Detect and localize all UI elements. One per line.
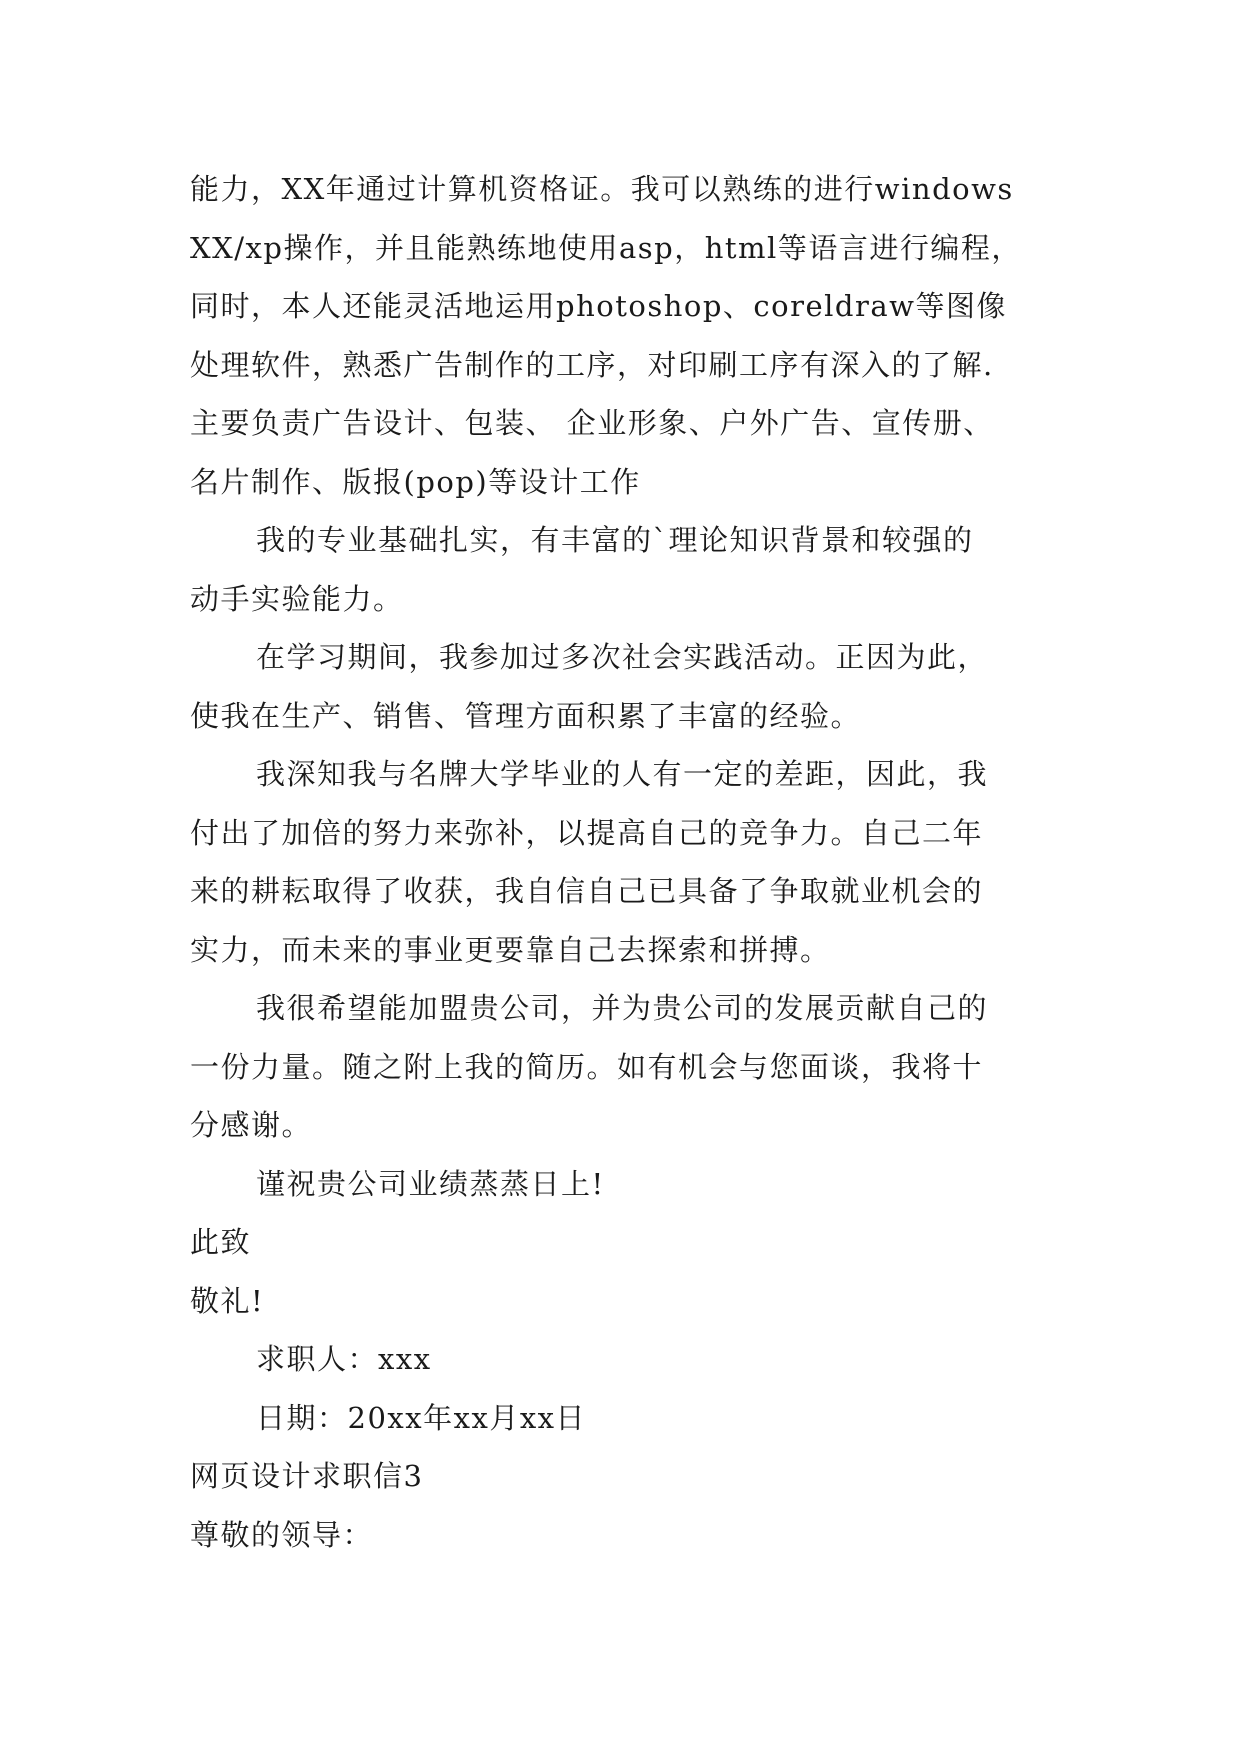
text-line: 在学习期间，我参加过多次社会实践活动。正因为此， [256, 640, 989, 674]
text-line: 我很希望能加盟贵公司，并为贵公司的发展贡献自己的 [256, 991, 989, 1025]
text-line: 一份力量。随之附上我的简历。如有机会与您面谈，我将十 [190, 1049, 984, 1084]
text-line: 尊敬的领导： [190, 1517, 374, 1552]
text-line: 名片制作、版报(pop)等设计工作 [190, 464, 641, 499]
text-line: 能力，XX年通过计算机资格证。我可以熟练的进行windows [190, 172, 1014, 206]
text-line: 同时，本人还能灵活地运用photoshop、coreldraw等图像 [190, 289, 1007, 323]
text-line: 我的专业基础扎实，有丰富的`理论知识背景和较强的 [256, 523, 974, 557]
text-line: 来的耕耘取得了收获，我自信自己已具备了争取就业机会的 [190, 874, 984, 908]
text-line: 我深知我与名牌大学毕业的人有一定的差距，因此，我 [256, 757, 989, 791]
text-line: 处理软件，熟悉广告制作的工序，对印刷工序有深入的了解. [190, 347, 994, 382]
text-line: 使我在生产、销售、管理方面积累了丰富的经验。 [190, 698, 862, 733]
text-line: 动手实验能力。 [190, 581, 404, 616]
text-line: 求职人：xxx [256, 1342, 432, 1376]
document-page [190, 160, 1070, 1564]
text-line: 日期：20xx年xx月xx日 [256, 1400, 587, 1435]
text-line: 实力，而未来的事业更要靠自己去探索和拼搏。 [190, 932, 831, 967]
text-line: XX/xp操作，并且能熟练地使用asp，html等语言进行编程， [190, 230, 1022, 265]
text-line: 谨祝贵公司业绩蒸蒸日上! [256, 1166, 605, 1201]
text-line: 分感谢。 [190, 1108, 313, 1142]
text-line: 付出了加倍的努力来弥补，以提高自己的竞争力。自己二年 [190, 815, 984, 850]
text-line: 敬礼! [190, 1283, 265, 1318]
text-line: 网页设计求职信3 [190, 1459, 424, 1493]
text-line: 此致 [190, 1225, 252, 1259]
text-line: 主要负责广告设计、包装、 企业形象、户外广告、宣传册、 [190, 406, 994, 440]
